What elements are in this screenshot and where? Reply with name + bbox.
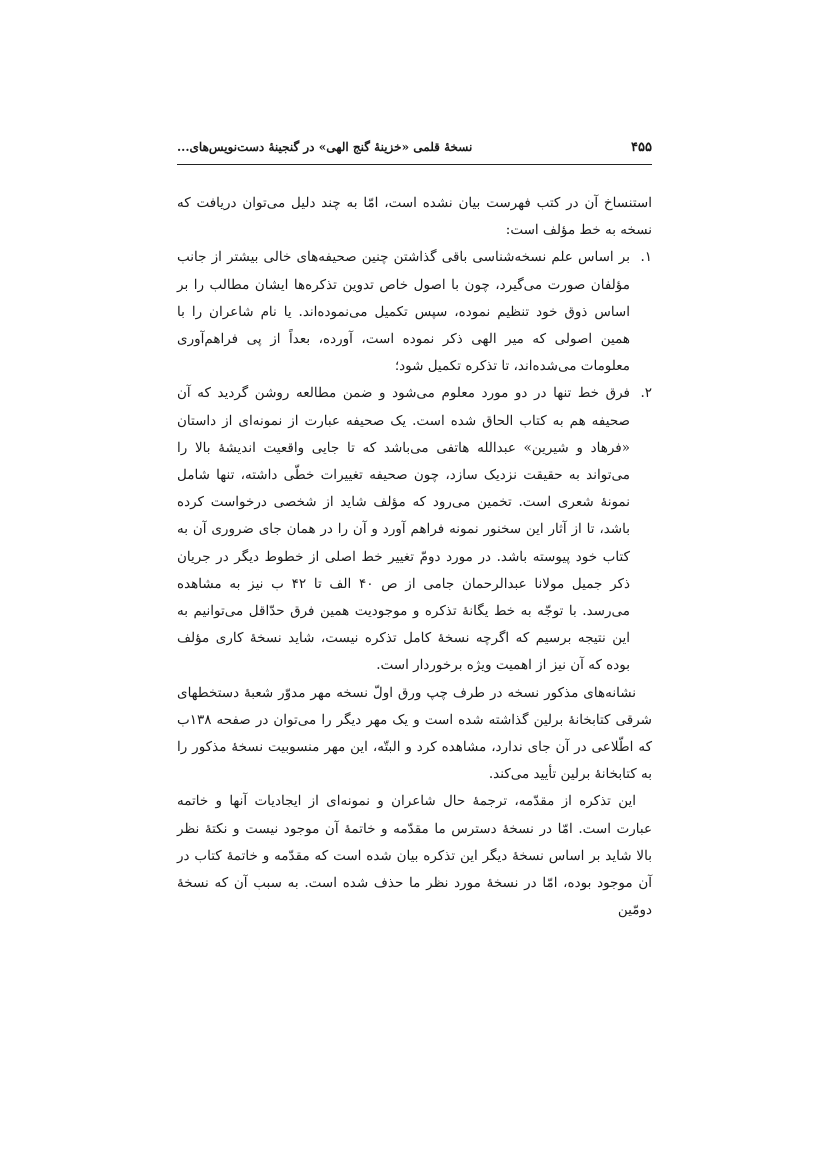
seals-paragraph: نشانه‌های مذکور نسخه در طرف چپ ورق اولّ نسخه مهر مدوّر شعبهٔ دستخطهای شرقی کتابخانهٔ برلین گذاشته شده است و یک مهر دیگر را می‌توان در صفحه ۱۳۸ب که اطّلاعی در آن جای ندارد، مشاهده کرد و البتّه، این مهر منسوبیت نسخهٔ مذکور را به کتابخانهٔ برلین تأیید می‌کند. bbox=[177, 684, 652, 783]
list-item-text: فرق خط تنها در دو مورد معلوم می‌شود و ضمن مطالعه روشن گردید که آن صحیفه هم به کتاب الحاق شده است. یک صحیفه عبارت از نمونه‌ای از داستان «فرهاد و شیرین» عبدالله هاتفی می‌باشد که تا جایی واقعیت اندیشهٔ بالا را می‌تواند به حقیقت نزدیک سازد، چون صحیفه تغییرات خطّی داشته، تنها شامل نمونهٔ شعری است. تخمین می‌رود که مؤلف شاید از شخصی درخواست کرده باشد، تا از آثار این سخنور نمونه فراهم آورد و آن را در همان جای ضروری آن به کتاب خود پیوسته باشد. در مورد دومّ تغییر خط اصلی از خطوط دیگر در جریان ذکر جمیل مولانا عبدالرحمان جامی از ص ۴۰ الف تا ۴۲ ب نیز به مشاهده می‌رسد. با توجّه به خط یگانهٔ تذکره و موجودیت همین فرق حدّاقل می‌توانیم به این نتیجه برسیم که اگرچه نسخهٔ کامل تذکره نیست، شاید نسخهٔ کاری مؤلف بوده که آن نیز از اهمیت ویژه برخوردار است. bbox=[177, 385, 630, 674]
list-item-number: ۲. bbox=[640, 385, 652, 402]
list-item bbox=[177, 380, 652, 679]
header-divider bbox=[177, 164, 652, 165]
body-text bbox=[177, 190, 652, 924]
page-number: ۴۵۵ bbox=[631, 140, 652, 155]
structure-paragraph: این تذکره از مقدّمه، ترجمهٔ حال شاعران و نمونه‌ای از ایجادیات آنها و خاتمه عبارت است. امّا در نسخهٔ دسترس ما مقدّمه و خاتمهٔ آن موجود نیست و نکتهٔ نظر بالا شاید بر اساس نسخهٔ دیگر این تذکره بیان شده است که مقدّمه و خاتمهٔ کتاب در آن موجود بوده، امّا در نسخهٔ مورد نظر ما حذف شده است. به سبب آن که نسخهٔ دومّین bbox=[177, 793, 652, 919]
list-item bbox=[177, 244, 652, 380]
running-title: نسخهٔ قلمی «خزینهٔ گنج الهی» در گنجینهٔ دست‌نویس‌های... bbox=[177, 140, 473, 154]
intro-paragraph: استنساخ آن در کتب فهرست بیان نشده است، امّا به چند دلیل می‌توان دریافت که نسخه به خط مؤلف است: bbox=[177, 195, 652, 239]
list-item-number: ۱. bbox=[640, 249, 652, 266]
page-header bbox=[177, 130, 652, 166]
list-item-text: بر اساس علم نسخه‌شناسی باقی گذاشتن چنین صحیفه‌های خالی بیشتر از جانب مؤلفان صورت می‌گیرد، چون با اصول خاص تدوین تذکره‌ها ایشان مطالب را بر اساس ذوق خود تنظیم نموده، سپس تکمیل می‌نموده‌اند. یا نام شاعران را با همین اصولی که میر الهی ذکر نموده است، آورده، بعداً از پی فراهم‌آوری معلومات می‌شده‌اند، تا تذکره تکمیل شود؛ bbox=[177, 249, 630, 375]
